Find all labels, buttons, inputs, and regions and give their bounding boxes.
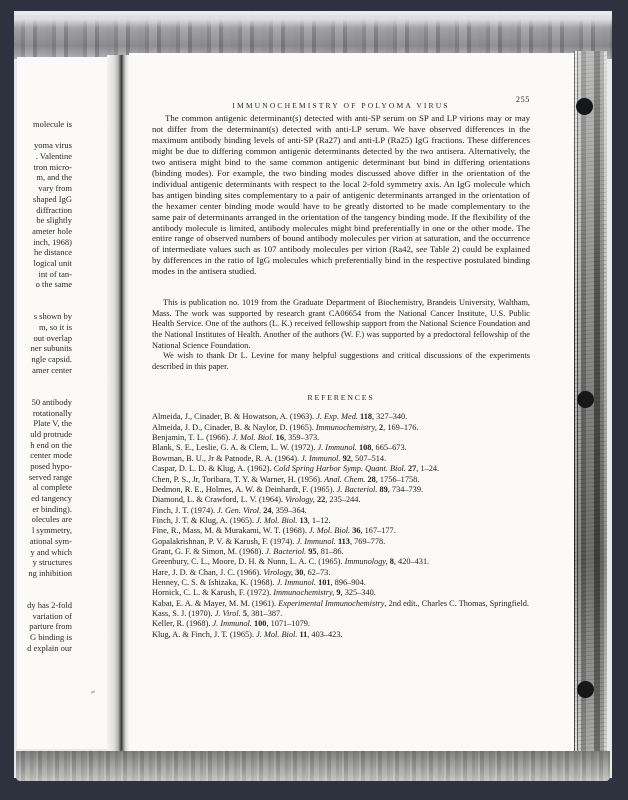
reference-bold: 13 xyxy=(299,515,308,525)
left-page-text-fragment: y and which xyxy=(30,546,72,557)
reference-item xyxy=(152,412,530,422)
reference-item xyxy=(152,423,530,433)
reference-pre: Chen, P. S., Jr, Toribara, T. Y. & Warner, H. (1956). xyxy=(152,474,325,484)
reference-italic: Experimental Immunochemistry xyxy=(278,598,385,608)
running-title: IMMUNOCHEMISTRY OF POLYOMA VIRUS xyxy=(232,101,450,110)
reference-bold: 101 xyxy=(318,577,331,587)
reference-post: , 1071–1079. xyxy=(266,619,310,629)
left-page-text-fragment: tron micro- xyxy=(33,161,72,172)
left-page-text-fragment: shaped IgG xyxy=(33,193,72,204)
left-page-text-fragment: ed tangency xyxy=(31,493,72,504)
reference-bold: 30 xyxy=(295,567,304,577)
reference-italic: J. Mol. Biol. xyxy=(232,433,276,443)
left-page-text-fragment: ner subunits xyxy=(30,343,72,354)
punch-hole-middle xyxy=(577,391,594,408)
reference-post: , 325–340. xyxy=(340,588,376,598)
left-page xyxy=(17,57,107,749)
left-page-text-fragment: out overlap xyxy=(33,332,72,343)
reference-bold: 28 xyxy=(367,474,376,484)
left-page-text-fragment: posed hypo- xyxy=(30,461,72,471)
body-paragraph: The common antigenic determinant(s) detected with anti-SP serum on SP and LP virions may or may not differ from the determinant(s) detected with anti-LP serum. We have observed differences in the maximum antibody binding levels of anti-SP (Ra27) and anti-LP (Ra25) IgG fractions. These differences might be due to differing common antigenic determinants detected by the two antisera. Alternatively, the two antisera might bind to the same common antigenic determinant but bind in differing orientations (binding modes). For example, the two binding modes discussed above differ in the orientation of the individual antigenic determinants with respect to the local 2-fold symmetry axis. An IgG molecule which has antigen binding sites complementary to a pair of antigenic determinants arranged in the orientation of the hexamer center binding mode would have to be greatly distorted to be made complementary to the same pair of determinants arranged in the orientation of the tangency binding mode. If the flexibility of the antibody molecule is limited, antibody molecules might bind preferentially in one or the other mode. The entire range of observed numbers of bound antibody molecules per virion at saturation, and the occurrence of intermediate values such as 107 antibody molecules per virion (Ra42, see Table 2) could be explained by differences in the ratio of IgG molecules which preferentially bind in the respective postulated binding modes in the antisera studied. xyxy=(152,113,530,277)
reference-pre: Dedmon, R. E., Holmes, A. W. & Deinhardt, F. (1965). xyxy=(152,484,337,494)
left-page-text-fragment xyxy=(17,376,72,387)
reference-post: , 403–423. xyxy=(307,629,343,639)
reference-pre: Kabat, E. A. & Mayer, M. M. (1961). xyxy=(152,598,279,608)
reference-pre: Klug, A. & Finch, J. T. (1965). xyxy=(152,629,257,639)
reference-italic: J. Virol. xyxy=(214,608,243,618)
reference-italic: Cold Spring Harbor Symp. Quant. Biol. xyxy=(273,464,408,474)
reference-bold: 100 xyxy=(253,619,267,629)
reference-italic: J. Immunol. xyxy=(276,577,319,587)
reference-item xyxy=(152,475,530,485)
reference-item xyxy=(152,557,530,567)
reference-italic: J. Immunol. xyxy=(296,536,338,546)
left-page-text-fragment: ngle capsid. xyxy=(31,354,72,365)
reference-bold: 89 xyxy=(379,484,388,494)
references-list xyxy=(152,412,530,640)
reference-italic: J. Mol. Biol. xyxy=(308,526,353,536)
left-page-text-fragment: al complete xyxy=(32,482,72,493)
left-page-text-fragment: 50 antibody xyxy=(31,396,72,407)
reference-item xyxy=(152,547,530,557)
reference-bold: 9 xyxy=(336,588,341,598)
left-page-text-fragment: l symmetry, xyxy=(31,525,72,536)
reference-bold: 16 xyxy=(275,433,284,443)
reference-post: , 896–904. xyxy=(330,577,366,587)
left-page-text-fragment: G binding is xyxy=(29,632,72,642)
left-page-text-fragment xyxy=(17,386,72,397)
reference-pre: Diamond, L. & Crawford, L. V. (1964). xyxy=(152,495,286,505)
reference-italic: J. Mol. Biol. xyxy=(256,515,300,525)
page-content xyxy=(152,95,530,640)
reference-pre: Bowman, B. U., Jr & Patnode, R. A. (1964). xyxy=(152,453,302,463)
reference-post: , 381–387. xyxy=(246,608,283,618)
reference-post: , 359–373. xyxy=(283,433,320,443)
reference-italic: J. Bacteriol. xyxy=(336,484,380,494)
reference-italic: J. Bacteriol. xyxy=(265,546,309,556)
reference-italic: Immunology, xyxy=(344,557,390,567)
left-page-text-fragment: uld protrude xyxy=(30,428,72,439)
reference-post: , 420–431. xyxy=(393,557,430,567)
reference-post: , 1–24. xyxy=(416,464,440,474)
reference-bold: 27 xyxy=(407,464,417,474)
left-page-text-fragment xyxy=(17,130,72,141)
reference-bold: 24 xyxy=(263,505,272,515)
reference-item xyxy=(152,443,530,453)
reference-pre: Almeida, J. D., Cinader, B. & Naylor, D. (1965). xyxy=(152,422,316,432)
left-page-fragments xyxy=(17,119,72,653)
reference-post: , 507–514. xyxy=(350,453,387,463)
reference-post: , 62–73. xyxy=(303,567,331,577)
left-page-text-fragment xyxy=(17,579,72,590)
reference-italic: Immunochemistry, xyxy=(315,422,380,432)
reference-pre: Keller, R. (1968). xyxy=(152,619,213,629)
left-page-text-fragment: ameter hole xyxy=(32,225,72,236)
reference-item xyxy=(152,433,530,443)
reference-post: , 734–739. xyxy=(387,484,424,494)
punch-hole-bottom xyxy=(577,681,594,698)
left-page-text-fragment: . Valentine xyxy=(35,151,72,162)
reference-pre: Hornick, C. L. & Karush, F. (1972). xyxy=(152,588,274,598)
left-page-text-fragment: diffraction xyxy=(36,204,72,215)
left-page-text-fragment: molecule is xyxy=(33,119,72,129)
reference-bold: 8 xyxy=(389,557,394,567)
left-page-text-fragment: be slightly xyxy=(36,215,72,226)
references-heading: REFERENCES xyxy=(307,393,375,403)
left-page-text-fragment xyxy=(17,290,72,301)
left-page-text-fragment: amer center xyxy=(32,364,72,375)
page-number: 255 xyxy=(515,95,530,104)
reference-pre: Henney, C. S. & Ishizaka, K. (1968). xyxy=(152,577,277,587)
reference-italic: Immunochemistry, xyxy=(273,588,337,598)
reference-pre: Kass, S. J. (1970). xyxy=(152,608,215,618)
reference-pre: Finch, J. T. & Klug, A. (1965). xyxy=(152,515,257,525)
reference-pre: Finch, J. T. (1974). xyxy=(152,505,218,515)
reference-pre: Fine, R., Mass, M. & Murakami, W. T. (1968). xyxy=(152,526,309,536)
reference-bold: 113 xyxy=(337,536,350,546)
reference-bold: 36 xyxy=(352,526,361,536)
book-photograph xyxy=(14,11,612,778)
left-page-text-fragment: ng inhibition xyxy=(28,567,72,578)
page-header xyxy=(152,95,530,110)
left-page-text-fragment: int of tan- xyxy=(38,268,72,279)
reference-item xyxy=(152,619,530,629)
reference-bold: 118 xyxy=(360,412,372,422)
reference-pre: Benjamin, T. L. (1966). xyxy=(152,433,233,443)
left-page-text-fragment: parture from xyxy=(29,621,72,632)
left-page-text-fragment: rotationally xyxy=(32,407,72,418)
reference-post: , 81–86. xyxy=(316,546,344,556)
left-page-text-fragment: inch, 1968) xyxy=(33,236,72,247)
left-page-text-fragment: d explain our xyxy=(27,642,72,653)
left-page-text-fragment: o the same xyxy=(35,279,72,290)
reference-post: , 359–364. xyxy=(271,505,307,515)
left-page-text-fragment: variation of xyxy=(32,610,72,621)
left-page-text-fragment xyxy=(17,589,72,600)
reference-item xyxy=(152,485,530,495)
reference-italic: J. Immunol. xyxy=(212,619,254,629)
reference-item xyxy=(152,599,530,609)
reference-bold: 22 xyxy=(316,495,326,505)
thanks-paragraph: We wish to thank Dr L. Levine for many helpful suggestions and critical discussions of the experiments described in this paper. xyxy=(152,351,530,371)
reference-item xyxy=(152,588,530,598)
reference-post: , 327–340. xyxy=(372,412,408,422)
reference-bold: 95 xyxy=(308,546,317,556)
left-page-text-fragment: y structures xyxy=(32,557,72,568)
reference-item xyxy=(152,516,530,526)
reference-item xyxy=(152,506,530,516)
left-page-text-fragment: dy has 2-fold xyxy=(27,599,72,610)
acknowledgment-paragraph: This is publication no. 1019 from the Graduate Department of Biochemistry, Brandeis University, Waltham, Mass. The work was supported by research grant CA06654 from the National Cancer Institute, U.S. Public Health Service. One of the authors (L. K.) received fellowship support from the National Science Foundation and the National Institutes of Health. Another of the authors (W. F.) was supported by a predoctoral fellowship of the National Science Foundation. xyxy=(152,298,530,350)
left-page-text-fragment: logical unit xyxy=(33,257,72,268)
reference-item xyxy=(152,454,530,464)
reference-pre: Caspar, D. L. D. & Klug, A. (1962). xyxy=(152,464,274,474)
reference-italic: Anal. Chem. xyxy=(324,474,368,484)
left-page-text-fragment: yoma virus xyxy=(33,140,72,151)
left-page-text-fragment: m, so it is xyxy=(38,322,72,333)
reference-bold: 108 xyxy=(358,443,372,453)
reference-post: , 2nd edit., Charles C. Thomas, Springfield. xyxy=(384,598,529,608)
reference-item xyxy=(152,526,530,536)
reference-pre: Blank, S. E., Leslie, G. A. & Clem, L. W. (1972). xyxy=(152,443,318,453)
reference-post: , 1756–1758. xyxy=(375,474,420,484)
left-page-text-fragment: h end on the xyxy=(30,439,72,450)
reference-bold: 5 xyxy=(242,608,247,618)
reference-bold: 92 xyxy=(342,453,351,463)
left-page-text-fragment: olecules are xyxy=(31,514,72,525)
left-page-text-fragment: s shown by xyxy=(33,311,72,322)
photo-bottom-shadow xyxy=(16,751,610,781)
reference-italic: J. Immunol. xyxy=(317,443,359,453)
reference-italic: Virology, xyxy=(263,567,296,577)
reference-pre: Gopalakrishnan, P. V. & Karush, F. (1974). xyxy=(152,536,297,546)
reference-item xyxy=(152,464,530,474)
left-page-text-fragment: vary from xyxy=(38,183,72,194)
left-page-text-fragment: m, and the xyxy=(36,172,72,183)
reference-italic: J. Gen. Virol. xyxy=(217,505,264,515)
reference-item xyxy=(152,609,530,619)
reference-post: , 167–177. xyxy=(360,526,396,536)
reference-post: , 235–244. xyxy=(325,495,361,505)
left-page-text-fragment: Plate V, the xyxy=(33,418,72,429)
reference-bold: 2 xyxy=(379,422,384,432)
reference-italic: Virology, xyxy=(285,495,317,505)
reference-italic: J. Immunol. xyxy=(301,453,343,463)
left-page-text-fragment: center mode xyxy=(30,450,72,461)
reference-pre: Hare, J. D. & Chan, J. C. (1966). xyxy=(152,567,264,577)
reference-bold: 11 xyxy=(299,629,308,639)
reference-pre: Grant, G. F. & Simon, M. (1968). xyxy=(152,546,266,556)
left-page-text-fragment: he distance xyxy=(34,247,72,258)
reference-item xyxy=(152,537,530,547)
reference-pre: Greenbury, C. L., Moore, D. H. & Nunn, L. A. C. (1965). xyxy=(152,557,345,567)
reference-post: , 1–12. xyxy=(307,515,331,525)
reference-italic: J. Mol. Biol. xyxy=(256,629,300,639)
reference-pre: Almeida, J., Cinader, B. & Howatson, A. (1963). xyxy=(152,412,317,422)
left-page-text-fragment xyxy=(17,301,72,312)
reference-italic: J. Exp. Med. xyxy=(316,412,360,422)
left-page-text-fragment: ational sym- xyxy=(29,535,72,546)
book-gutter xyxy=(107,55,129,751)
reference-post: , 169–176. xyxy=(383,422,419,432)
left-page-text-fragment: er binding). xyxy=(32,503,72,514)
left-page-text-fragment: served range xyxy=(28,471,72,482)
reference-item xyxy=(152,578,530,588)
reference-item xyxy=(152,568,530,578)
reference-item xyxy=(152,495,530,505)
reference-post: , 769–778. xyxy=(349,536,386,546)
reference-post: , 665–673. xyxy=(371,443,407,453)
reference-item xyxy=(152,630,530,640)
punch-hole-top xyxy=(576,98,593,115)
